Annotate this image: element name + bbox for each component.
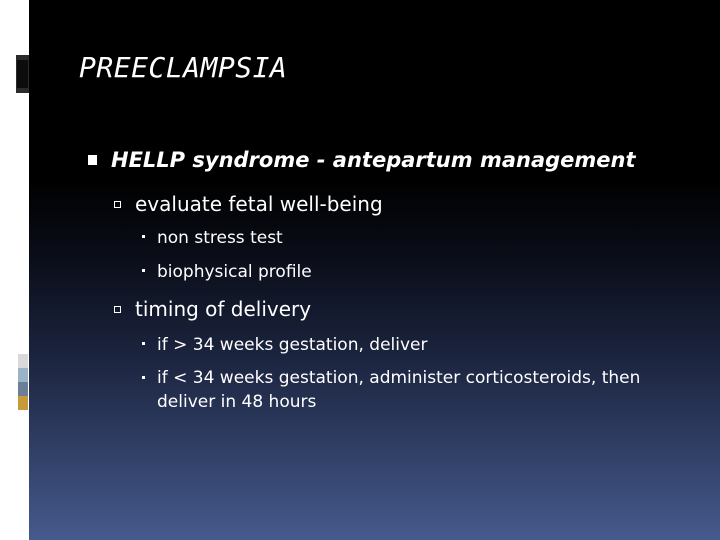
decorative-strip [18, 396, 28, 410]
bullet-text: evaluate fetal well-being [135, 192, 383, 216]
bullet-level-3 [142, 262, 312, 282]
bullet-level-3 [142, 335, 428, 355]
dot-bullet-icon [142, 235, 145, 238]
bullet-text: biophysical profile [157, 262, 312, 282]
bullet-text: timing of delivery [135, 297, 312, 321]
decorative-bar-inner [17, 60, 28, 88]
bullet-level-1 [88, 148, 636, 172]
decorative-strip [18, 354, 28, 368]
bullet-level-3 [142, 369, 677, 414]
slide-title: PREECLAMPSIA [79, 51, 288, 84]
decorative-strip [18, 382, 28, 396]
bullet-text: if > 34 weeks gestation, deliver [157, 335, 428, 355]
dot-bullet-icon [142, 342, 145, 345]
bullet-level-2 [114, 297, 311, 321]
hollow-square-bullet-icon [114, 201, 121, 208]
bullet-text: HELLP syndrome - antepartum management [111, 148, 636, 172]
bullet-text: non stress test [157, 228, 283, 248]
dot-bullet-icon [142, 376, 145, 379]
bullet-level-3 [142, 228, 283, 248]
square-bullet-icon [88, 155, 97, 165]
bullet-level-2 [114, 192, 383, 216]
decorative-strip [18, 368, 28, 382]
dot-bullet-icon [142, 269, 145, 272]
hollow-square-bullet-icon [114, 306, 121, 313]
bullet-text: if < 34 weeks gestation, administer corticosteroids, then deliver in 48 hours [157, 368, 641, 412]
